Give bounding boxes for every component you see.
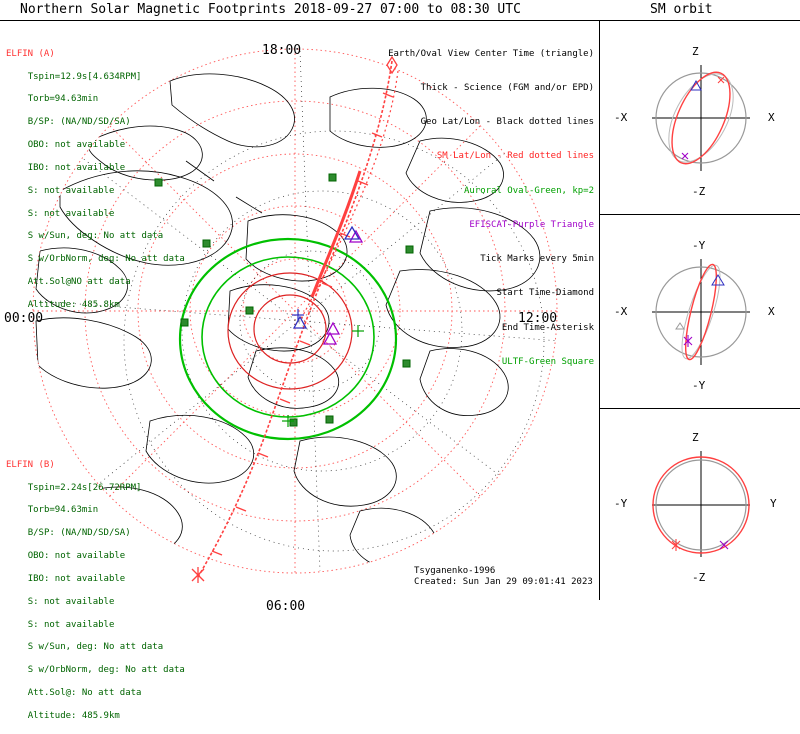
legend-line-3: SM Lat/Lon - Red dotted lines — [436, 151, 594, 162]
mlt-label-18: 18:00 — [262, 43, 302, 58]
orbit-xz-axis-right: X — [768, 111, 775, 124]
probe-a-line-0: Tspin=12.9s[4.634RPM] — [27, 71, 142, 82]
orbit-xy-axis-top: -Y — [692, 239, 706, 252]
mlt-label-00: 00:00 — [4, 311, 44, 326]
model-name-label: Tsyganenko-1996 — [414, 566, 496, 576]
map-legend — [372, 26, 594, 391]
probe-a-line-6: S: not available — [27, 208, 115, 219]
probe-a-line-5: S: not available — [27, 185, 115, 196]
orbit-yz-axis-right: Y — [770, 497, 777, 510]
mlt-label-06: 06:00 — [266, 599, 306, 614]
orbit-xy-axis-bottom: -Y — [692, 379, 706, 392]
probe-b-line-6: S: not available — [27, 619, 115, 630]
probe-b-line-0: Tspin=2.24s[26.72RPM] — [27, 482, 142, 493]
orbit-xy-axis-right: X — [768, 305, 775, 318]
probe-b-line-9: Att.Sol@: No att data — [27, 687, 142, 698]
legend-line-1: Thick - Science (FGM and/or EPD) — [420, 83, 594, 94]
orbit-yz-axis-bottom: -Z — [692, 571, 706, 584]
mlt-label-12: 12:00 — [518, 311, 558, 326]
probe-b-line-7: S w/Sun, deg: No att data — [27, 642, 164, 653]
legend-line-9: ULTF-Green Square — [501, 356, 594, 367]
page-title: Northern Solar Magnetic Footprints 2018-09-27 07:00 to 08:30 UTC — [20, 2, 521, 17]
legend-line-5: EFISCAT-Purple Triangle — [469, 219, 594, 230]
probe-a-line-3: OBO: not available — [27, 140, 126, 151]
orbit-view-xy — [600, 214, 800, 408]
probe-b-line-5: S: not available — [27, 596, 115, 607]
end-time-asterisk-marker — [192, 567, 204, 583]
probe-b-line-1: Torb=94.63min — [27, 505, 99, 516]
probe-a-line-8: S w/OrbNorm, deg: No att data — [27, 254, 185, 265]
probe-a-line-4: IBO: not available — [27, 162, 126, 173]
probe-info-elfin-a — [6, 26, 185, 323]
probe-a-line-1: Torb=94.63min — [27, 94, 99, 105]
probe-a-name: ELFIN (A) — [6, 48, 55, 59]
orbit-xz-axis-bottom: -Z — [692, 185, 706, 198]
orbit-panel-title: SM orbit — [650, 2, 713, 17]
probe-b-line-8: S w/OrbNorm, deg: No att data — [27, 665, 185, 676]
probe-b-line-3: OBO: not available — [27, 551, 126, 562]
probe-b-line-2: B/SP: (NA/ND/SD/SA) — [27, 528, 131, 539]
orbit-view-yz — [600, 408, 800, 600]
probe-a-line-9: Att.Sol@NO att data — [27, 276, 131, 287]
legend-line-0: Earth/Oval View Center Time (triangle) — [388, 48, 594, 59]
orbit-xz-axis-left: -X — [614, 111, 628, 124]
legend-line-7: Start Time-Diamond — [496, 288, 594, 299]
legend-line-6: Tick Marks every 5min — [480, 254, 594, 265]
probe-b-line-4: IBO: not available — [27, 573, 126, 584]
blue-cross-markers — [292, 309, 304, 321]
legend-line-8: End Time-Asterisk — [501, 322, 594, 333]
probe-b-line-10: Altitude: 485.9km — [27, 710, 120, 721]
probe-b-name: ELFIN (B) — [6, 459, 55, 470]
probe-a-line-2: B/SP: (NA/ND/SD/SA) — [27, 117, 131, 128]
orbit-yz-axis-left: -Y — [614, 497, 628, 510]
orbit-yz-axis-top: Z — [692, 431, 699, 444]
legend-line-2: Geo Lat/Lon - Black dotted lines — [420, 117, 594, 128]
probe-a-line-7: S w/Sun, deg: No att data — [27, 231, 164, 242]
created-timestamp-label: Created: Sun Jan 29 09:01:41 2023 — [414, 577, 593, 587]
probe-a-line-10: Altitude: 485.8km — [27, 299, 120, 310]
orbit-xz-axis-top: Z — [692, 45, 699, 58]
probe-info-elfin-b — [6, 437, 185, 734]
orbit-xy-axis-left: -X — [614, 305, 628, 318]
orbit-view-xz — [600, 20, 800, 214]
legend-line-4: Auroral Oval-Green, kp=2 — [463, 185, 594, 196]
